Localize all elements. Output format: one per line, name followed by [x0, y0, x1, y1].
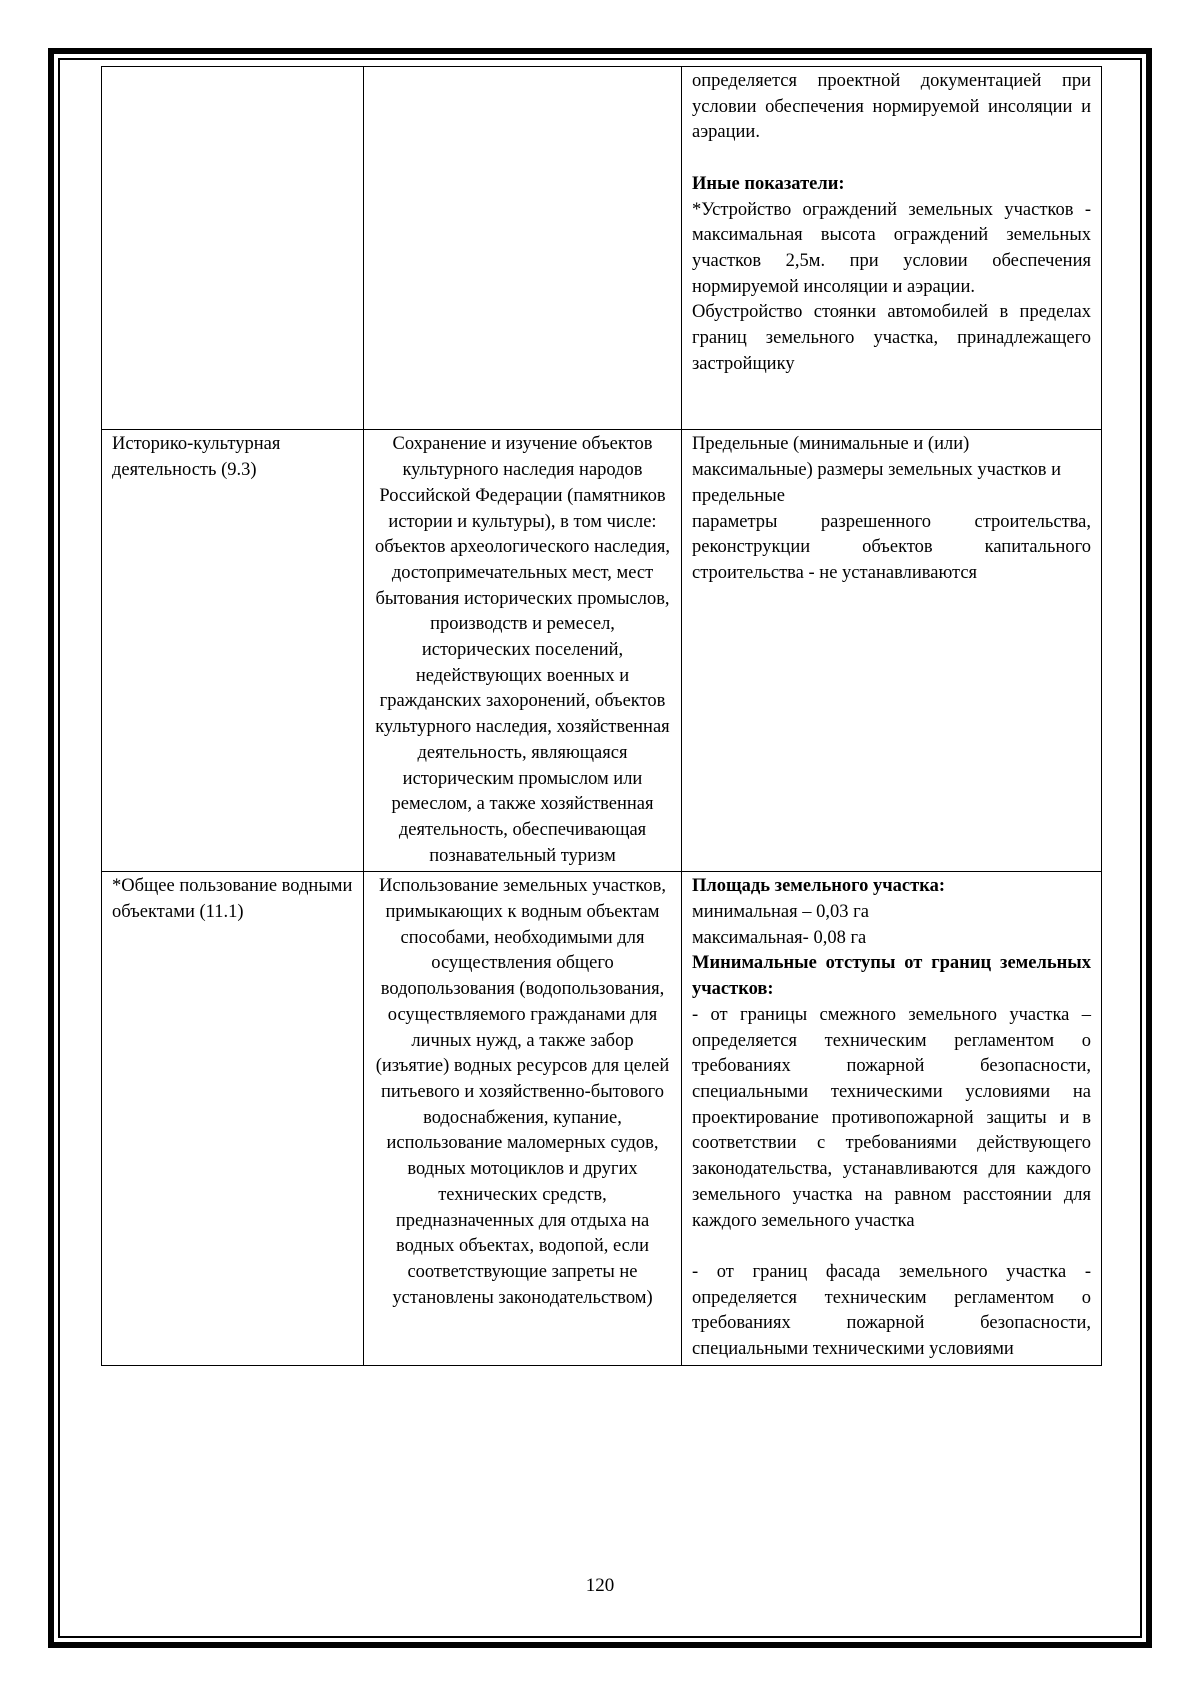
row1-params-text-1: определяется проектной документацией при условии обеспечения нормируемой инсоляции и аэрации.: [692, 71, 1091, 143]
row1-params-text-2: *Устройство ограждений земельных участков - максимальная высота ограждений земельных участков 2,5м. при условии обеспечения нормируемой инсоляции и аэрации.: [692, 199, 1091, 297]
row3-use-type-cell: *Общее пользование водными объектами (11.1): [102, 872, 364, 1365]
row2-use-type-cell: Историко-культурная деятельность (9.3): [102, 430, 364, 872]
table-row: [102, 67, 1102, 430]
table-row: [102, 430, 1102, 872]
row3-description-cell: Использование земельных участков, примыкающих к водным объектам способами, необходимыми для осуществления общего водопользования (водопользования, осуществляемого гражданами для личных нужд, а также забор (изъятие) водных ресурсов для целей питьевого и хозяйственно-бытового водоснабжения, купание, использование маломерных судов, водных мотоциклов и других технических средств, предназначенных для отдыха на водных объектах, водопой, если соответствующие запреты не установлены законодательством): [364, 872, 682, 1365]
row1-params-heading: Иные показатели:: [692, 173, 845, 194]
row1-params-text-3: Обустройство стоянки автомобилей в пределах границ земельного участка, принадлежащего застройщику: [692, 302, 1091, 374]
row2-params-text-1: Предельные (минимальные и (или) максимальные) размеры земельных участков и предельные: [692, 434, 1062, 506]
row3-setbacks-heading: Минимальные отступы от границ земельных участков:: [692, 953, 1091, 1000]
row2-params-text-2: параметры разрешенного строительства, реконструкции объектов капитального строительства - не устанавливаются: [692, 511, 1091, 583]
row3-area-min: минимальная – 0,03 га: [692, 902, 869, 923]
page-number: 120: [585, 1575, 615, 1596]
row3-parameters-cell: [682, 872, 1102, 1365]
row3-area-max: максимальная- 0,08 га: [692, 927, 867, 948]
row3-setback-adjacent: - от границы смежного земельного участка – определяется техническим регламентом о требованиях пожарной безопасности, специальными техническими условиями на проектирование противопожарной защиты и в соответствии с требованиями действующего законодательства, устанавливаются для каждого земельного участка на равном расстоянии для каждого земельного участка: [692, 1004, 1091, 1231]
row2-parameters-cell: [682, 430, 1102, 872]
row2-description-cell: Сохранение и изучение объектов культурного наследия народов Российской Федерации (памятников истории и культуры), в том числе: объектов археологического наследия, достопримечательных мест, мест бытования исторических промыслов, производств и ремесел, исторических поселений, недействующих военных и гражданских захоронений, объектов культурного наследия, хозяйственная деятельность, являющаяся историческим промыслом или ремеслом, а также хозяйственная деятельность, обеспечивающая познавательный туризм: [364, 430, 682, 872]
row1-use-type-cell: [102, 67, 364, 430]
row1-parameters-cell: [682, 67, 1102, 430]
table-row: [102, 872, 1102, 1365]
row3-area-heading: Площадь земельного участка:: [692, 876, 946, 897]
row1-description-cell: [364, 67, 682, 430]
row3-setback-facade: - от границ фасада земельного участка - определяется техническим регламентом о требованиях пожарной безопасности, специальными техническими условиями: [692, 1261, 1091, 1360]
regulations-table: [101, 66, 1102, 1366]
